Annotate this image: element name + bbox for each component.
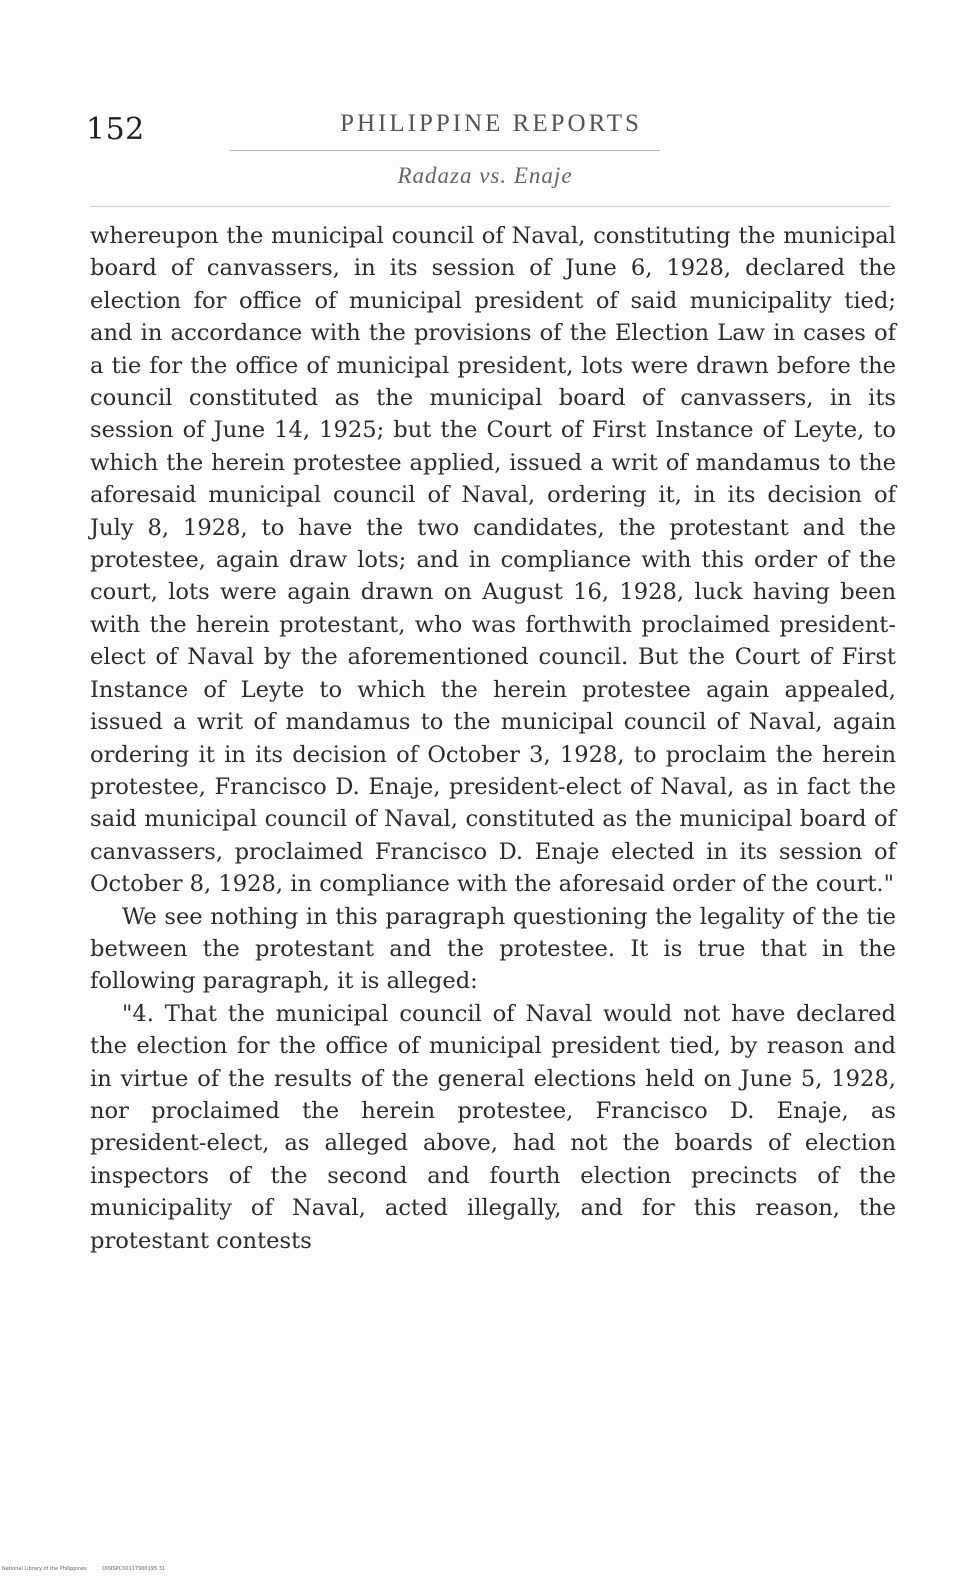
page-number: 152 xyxy=(86,112,145,147)
scan-id: D09SPC00117900195 31 xyxy=(102,1566,166,1572)
body-text xyxy=(90,220,896,1257)
case-title: Radaza vs. Enaje xyxy=(397,163,573,188)
running-head: PHILIPPINE REPORTS xyxy=(340,110,642,137)
library-credit: National Library of the Philippines xyxy=(2,1566,87,1572)
paragraph-continuation: whereupon the municipal council of Naval, constituting the municipal board of canvassers, in its session of June 6, 1928, declared the election for office of municipal president of said municipality tied; and in accordance with the provisions of the Election Law in cases of a tie for the office of municipal president, lots were drawn before the council constituted as the municipal board of canvassers, in its session of June 14, 1925; but the Court of First Instance of Leyte, to which the herein protestee applied, issued a writ of mandamus to the aforesaid municipal council of Naval, ordering it, in its decision of July 8, 1928, to have the two candidates, the protestant and the protestee, again draw lots; and in compliance with this order of the court, lots were again drawn on August 16, 1928, luck having been with the herein protestant, who was forthwith proclaimed president-elect of Naval by the aforementioned council. But the Court of First Instance of Leyte to which the herein protestee again appealed, issued a writ of mandamus to the municipal council of Naval, again ordering it in its decision of October 3, 1928, to proclaim the herein protestee, Francisco D. Enaje, president-elect of Naval, as in fact the said municipal council of Naval, constituted as the municipal board of canvassers, proclaimed Francisco D. Enaje elected in its session of October 8, 1928, in compliance with the aforesaid order of the court." xyxy=(90,223,896,898)
paragraph: We see nothing in this paragraph questioning the legality of the tie between the protestant and the protestee. It is true that in the following paragraph, it is alleged: xyxy=(90,903,896,995)
paragraph-quote: "4. That the municipal council of Naval would not have declared the election for the office of municipal president tied, by reason and in virtue of the results of the general elections held on June 5, 1928, nor proclaimed the herein protestee, Francisco D. Enaje, as president-elect, as alleged above, had not the boards of election inspectors of the second and fourth election precincts of the municipality of Naval, acted illegally, and for this reason, the protestant contests xyxy=(90,1000,896,1254)
scan-footer xyxy=(2,1566,179,1572)
header-divider xyxy=(230,150,660,151)
title-divider xyxy=(90,206,890,207)
